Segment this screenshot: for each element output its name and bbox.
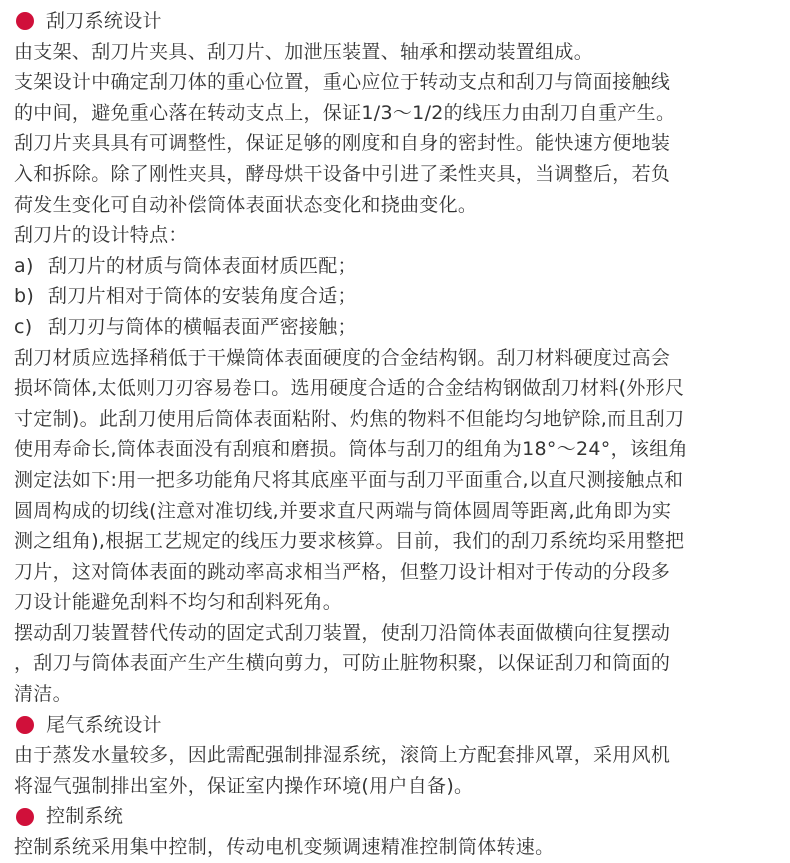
paragraph-line: 寸定制)。此刮刀使用后筒体表面粘附、灼焦的物料不但能均匀地铲除,而且刮刀 <box>14 407 685 430</box>
paragraph-line: 荷发生变化可自动补偿筒体表面状态变化和挠曲变化。 <box>14 193 478 216</box>
section-heading-control <box>14 801 776 832</box>
paragraph-line: 损坏筒体,太低则刀刃容易卷口。选用硬度合适的合金结构钢做刮刀材料(外形尺 <box>14 377 685 400</box>
paragraph-line: 摆动刮刀装置替代传动的固定式刮刀装置，使刮刀沿筒体表面做横向往复摆动 <box>14 621 671 644</box>
paragraph-line: 使用寿命长,筒体表面没有刮痕和磨损。筒体与刮刀的组角为18°～24°，该组角 <box>14 438 688 461</box>
list-item-label: c) <box>14 315 33 338</box>
list-item-text: 刮刀片的材质与筒体表面材质匹配； <box>48 254 357 277</box>
paragraph-line: 刀片，这对筒体表面的跳动率高求相当严格，但整刀设计相对于传动的分段多 <box>14 560 671 583</box>
list-item <box>14 312 776 343</box>
paragraph-line: 支架设计中确定刮刀体的重心位置，重心应位于转动支点和刮刀与筒面接触线 <box>14 71 671 94</box>
paragraph-line: 刮刀材质应选择稍低于干燥筒体表面硬度的合金结构钢。刮刀材料硬度过高会 <box>14 346 671 369</box>
list-item <box>14 281 776 312</box>
paragraph-line: 测定法如下:用一把多功能角尺将其底座平面与刮刀平面重合,以直尺测接触点和 <box>14 468 684 491</box>
section-heading-exhaust <box>14 710 776 741</box>
paragraph-line: 入和拆除。除了刚性夹具，酵母烘干设备中引进了柔性夹具，当调整后，若负 <box>14 162 671 185</box>
list-item-label: a) <box>14 254 34 277</box>
paragraph-line: 刮刀片的设计特点： <box>14 224 188 247</box>
paragraph-line: ，刮刀与筒体表面产生产生横向剪力，可防止脏物积聚，以保证刮刀和筒面的 <box>14 652 671 675</box>
paragraph-line: 刮刀片夹具具有可调整性，保证足够的刚度和自身的密封性。能快速方便地装 <box>14 132 671 155</box>
paragraph-line: 将湿气强制排出室外，保证室内操作环境(用户自备)。 <box>14 774 474 797</box>
section-title: 控制系统 <box>46 805 124 828</box>
list-item <box>14 251 776 282</box>
paragraph-line: 刀设计能避免刮料不均匀和刮料死角。 <box>14 591 343 614</box>
red-bullet-icon <box>16 808 34 826</box>
paragraph-line: 测之组角),根据工艺规定的线压力要求核算。目前，我们的刮刀系统均采用整把 <box>14 530 685 553</box>
paragraph-line: 清洁。 <box>14 683 72 706</box>
section-title: 刮刀系统设计 <box>46 10 162 32</box>
red-bullet-icon <box>16 716 34 734</box>
red-bullet-icon <box>16 12 34 30</box>
list-item-label: b) <box>14 285 35 308</box>
section-title: 尾气系统设计 <box>46 713 162 736</box>
list-item-text: 刮刀片相对于筒体的安装角度合适； <box>48 285 357 308</box>
paragraph-line: 的中间，避免重心落在转动支点上，保证1/3～1/2的线压力由刮刀自重产生。 <box>14 101 676 124</box>
paragraph-line: 控制系统采用集中控制，传动电机变频调速精准控制筒体转速。 <box>14 836 555 859</box>
list-item-text: 刮刀刃与筒体的横幅表面严密接触； <box>48 315 357 338</box>
paragraph-line: 圆周构成的切线(注意对准切线,并要求直尺两端与筒体圆周等距离,此角即为实 <box>14 499 672 522</box>
paragraph-line: 由支架、刮刀片夹具、刮刀片、加泄压装置、轴承和摆动装置组成。 <box>14 40 594 63</box>
section-heading-scraper <box>14 6 776 37</box>
paragraph-line: 由于蒸发水量较多，因此需配强制排湿系统，滚筒上方配套排风罩，采用风机 <box>14 744 671 767</box>
